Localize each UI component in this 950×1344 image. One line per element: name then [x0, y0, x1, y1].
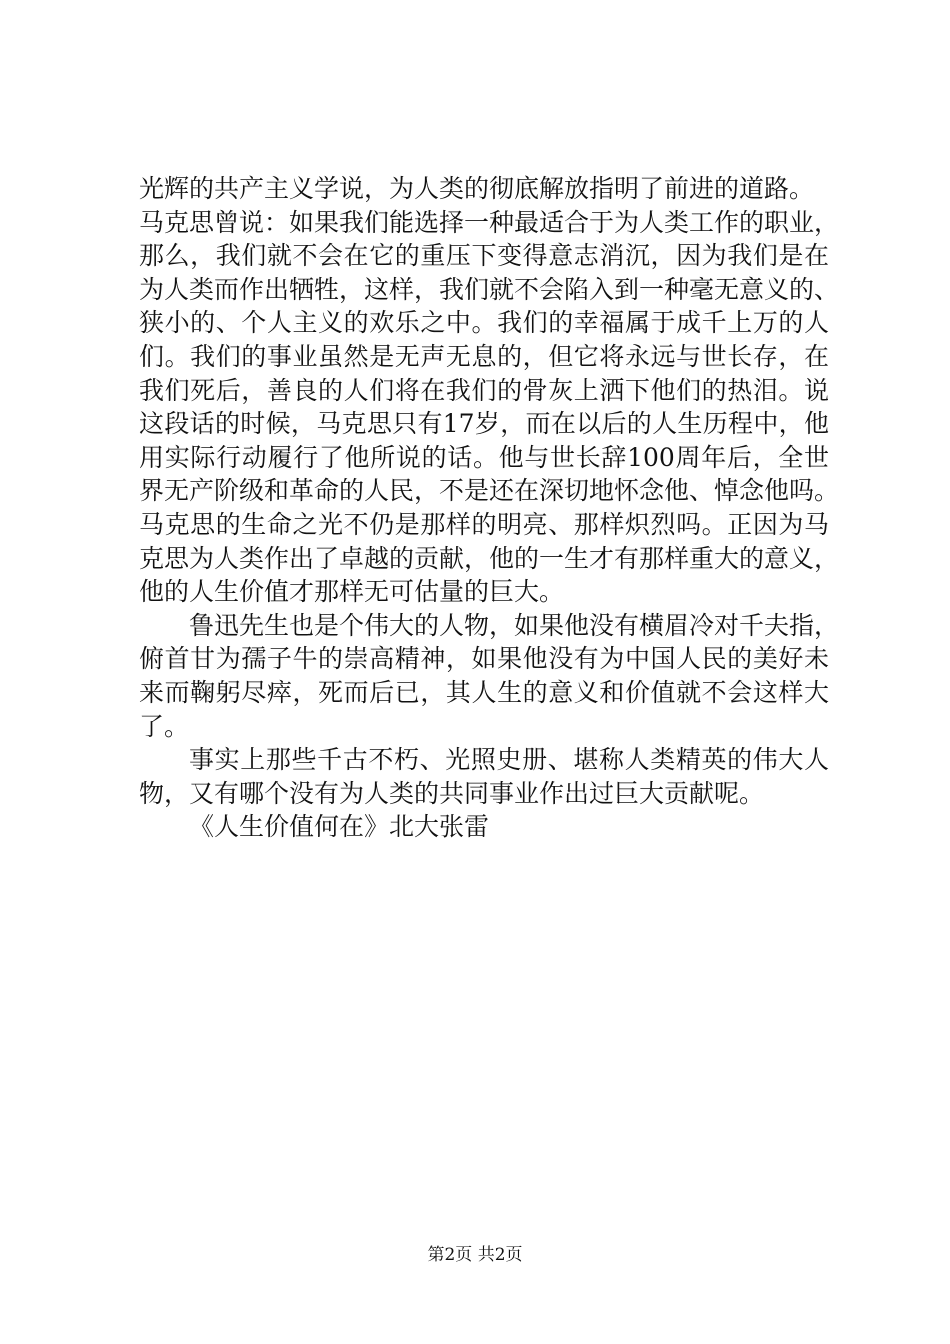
- page-footer: 第2页 共2页: [427, 1245, 523, 1265]
- text-line: 马克思曾说：如果我们能选择一种最适合于为人类工作的职业，: [139, 207, 840, 237]
- paragraph: [139, 206, 840, 609]
- text-line: 《人生价值何在》北大张雷: [189, 812, 490, 842]
- text-line: 他的人生价值才那样无可估量的巨大。: [139, 577, 565, 607]
- text-line: 了。: [139, 711, 190, 741]
- text-line: 用实际行动履行了他所说的话。他与世长辞100周年后，全世: [139, 442, 829, 472]
- paragraph: [139, 743, 829, 810]
- text-line: 那么，我们就不会在它的重压下变得意志消沉，因为我们是在: [139, 241, 829, 271]
- text-line: 界无产阶级和革命的人民，不是还在深切地怀念他、悼念他吗。: [139, 476, 840, 506]
- document-body: [139, 172, 840, 844]
- text-line: 我们死后，善良的人们将在我们的骨灰上洒下他们的热泪。说: [139, 375, 829, 405]
- text-line: 来而鞠躬尽瘁，死而后已，其人生的意义和价值就不会这样大: [139, 677, 829, 707]
- text-line: 物，又有哪个没有为人类的共同事业作出过巨大贡献呢。: [139, 778, 765, 808]
- text-line: 鲁迅先生也是个伟大的人物，如果他没有横眉冷对千夫指，: [189, 610, 840, 640]
- text-line: 光辉的共产主义学说，为人类的彻底解放指明了前进的道路。: [139, 174, 815, 203]
- text-line: 这段话的时候，马克思只有17岁，而在以后的人生历程中，他: [139, 409, 829, 439]
- paragraph: [139, 172, 829, 206]
- paragraph: [139, 609, 840, 743]
- text-line: 们。我们的事业虽然是无声无息的，但它将永远与世长存，在: [139, 341, 829, 371]
- text-line: 俯首甘为孺子牛的崇高精神，如果他没有为中国人民的美好未: [139, 644, 829, 674]
- text-line: 狭小的、个人主义的欢乐之中。我们的幸福属于成千上万的人: [139, 308, 829, 338]
- text-line: 克思为人类作出了卓越的贡献，他的一生才有那样重大的意义，: [139, 543, 840, 573]
- text-line: 马克思的生命之光不仍是那样的明亮、那样炽烈吗。正因为马: [139, 509, 829, 539]
- paragraph: [139, 810, 829, 844]
- text-line: 为人类而作出牺牲，这样，我们就不会陷入到一种毫无意义的、: [139, 274, 840, 304]
- text-line: 事实上那些千古不朽、光照史册、堪称人类精英的伟大人: [189, 745, 829, 775]
